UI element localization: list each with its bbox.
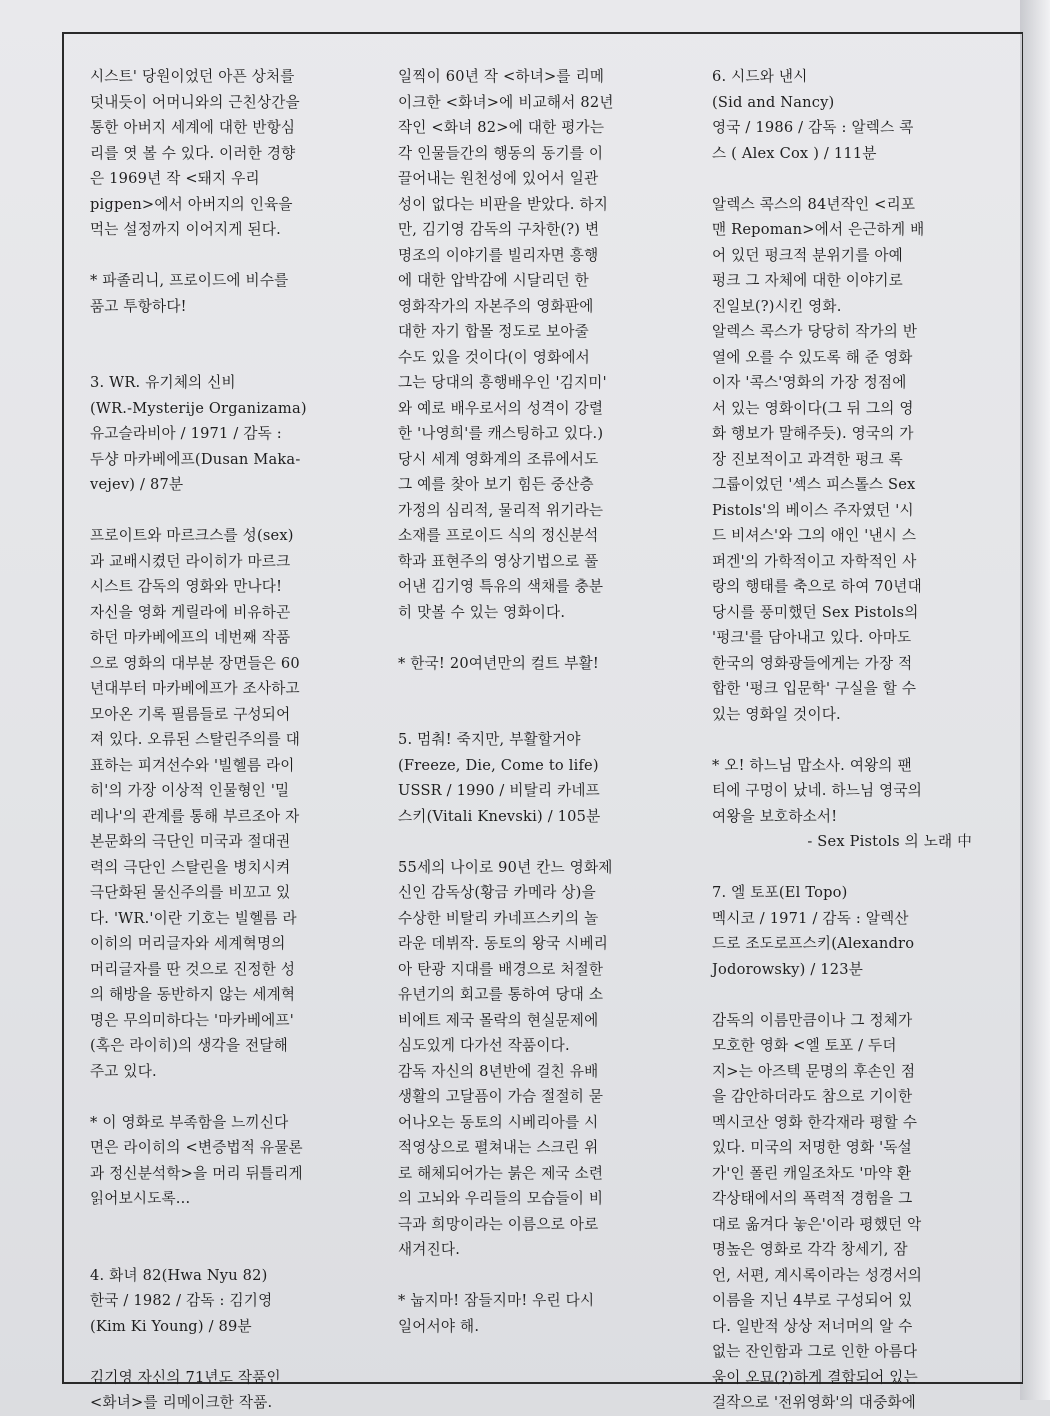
paragraph-gap [90,1212,350,1238]
text-line: 가정의 심리적, 물리적 위기라는 [398,501,604,519]
text-line: 명조의 이야기를 빌리자면 흥행 [398,246,599,264]
paragraph-gap [398,1263,654,1289]
paragraph-gap [712,166,972,192]
text-line: (Kim Ki Young) / 89분 [90,1317,252,1335]
text-line: 영화작가의 자본주의 영화판에 [398,297,594,315]
text-line: 열에 오를 수 있도록 해 준 영화 [712,348,913,366]
text-line: 감독 자신의 8년반에 걸친 유배 [398,1062,599,1080]
text-line: 비에트 제국 몰락의 현실문제에 [398,1011,599,1029]
text-line: 그룹이었던 '섹스 피스톨스 Sex [712,476,916,493]
text-line: 학과 표현주의 영상기법으로 풀 [398,552,599,570]
text-line: (Freeze, Die, Come to life) [398,756,599,774]
text-line: 소재를 프로이드 식의 정신분석 [398,527,599,544]
paragraph-gap [90,319,350,345]
text-line: 극과 희망이라는 이름으로 아로 [398,1215,599,1233]
text-line: 본문화의 극단인 미국과 절대권 [90,833,291,850]
text-line: 다. 일반적 상상 저너머의 알 수 [712,1317,913,1335]
paragraph-gap [712,727,972,753]
text-column-middle [398,64,654,1339]
text-line: 펑크 그 자체에 대한 이야기로 [712,272,903,289]
text-line: 머리글자를 딴 것으로 진정한 성 [90,960,296,978]
text-line: 져 있다. 오류된 스탈린주의를 대 [90,731,301,748]
text-line: * 오! 하느님 맙소사. 여왕의 팬 [712,756,912,774]
text-line: 과 정신분석학>을 머리 뒤틀리게 [90,1164,303,1182]
text-line: * 한국! 20여년만의 컬트 부활! [398,654,599,672]
text-line: 다. 'WR.'이란 기호는 빌헬름 라 [90,909,297,927]
text-line: 있다. 미국의 저명한 영화 '독설 [712,1139,912,1156]
text-line: 당시 세계 영화계의 조류에서도 [398,450,599,468]
text-line: 력의 극단인 스탈린을 병치시켜 [90,858,291,876]
text-line: 새겨진다. [398,1241,461,1258]
text-line: 5. 멈춰! 죽지만, 부활할거야 [398,731,581,748]
text-line: 만, 김기영 감독의 구차한(?) 변 [398,221,600,238]
text-line: 김기영 자신의 71년도 작품인 [90,1368,281,1386]
text-line: 움이 오묘(?)하게 결합되어 있는 [712,1368,918,1386]
text-line: <화녀>를 리메이크한 작품. [90,1394,273,1411]
text-line: 장 진보적이고 과격한 펑크 록 [712,450,903,468]
text-line: 있는 영화일 것이다. [712,705,841,723]
text-line: 여왕을 보호하소서! [712,807,838,825]
text-line: 걸작으로 '전위영화'의 대중화에 [712,1394,916,1411]
text-line: 진일보(?)시킨 영화. [712,297,842,315]
text-line: 과 교배시켰던 라이히가 마르크 [90,552,291,570]
text-line: 55세의 나이로 90년 칸느 영화제 [398,858,613,876]
paragraph-gap [90,1237,350,1263]
text-line: 그는 당대의 흥행배우인 '김지미' [398,374,607,391]
text-line: 품고 투항하다! [90,297,187,315]
text-line: 어 있던 펑크적 분위기를 아예 [712,246,903,264]
text-line: 시스트 감독의 영화와 만나다! [90,578,283,595]
text-line: 4. 화녀 82(Hwa Nyu 82) [90,1266,268,1284]
text-line: (WR.-Mysterije Organizama) [90,399,307,417]
text-line: 시스트' 당원이었던 아픈 상처를 [90,68,295,85]
text-line: 각 인물들간의 행동의 동기를 이 [398,144,604,162]
text-line: Pistols'의 베이스 주자였던 '시 [712,501,914,519]
paragraph-gap [90,345,350,371]
text-line: 어나오는 동토의 시베리아를 시 [398,1113,599,1131]
text-line: 아 탄광 지대를 배경으로 처절한 [398,960,604,978]
paragraph-gap [712,982,972,1008]
paragraph-gap [90,1339,350,1365]
text-line: 덧내듯이 어머니와의 근친상간을 [90,93,300,111]
text-line: pigpen>에서 아버지의 인육을 [90,195,293,213]
text-line: 각상태에서의 폭력적 경험을 그 [712,1190,913,1207]
text-line: 한 '나영희'를 캐스팅하고 있다.) [398,425,604,442]
text-line: 적영상으로 펼쳐내는 스크린 위 [398,1139,599,1156]
text-line: 당시를 풍미했던 Sex Pistols의 [712,603,919,621]
text-line: 그 예를 찾아 보기 힘든 중산층 [398,476,594,493]
text-line: (Sid and Nancy) [712,93,835,111]
text-line: 레나'의 관계를 통해 부르조아 자 [90,807,300,825]
text-line: 수도 있을 것이다(이 영화에서 [398,348,590,366]
text-line: 스 ( Alex Cox ) / 111분 [712,144,877,162]
text-line: (혹은 라이히)의 생각을 전달해 [90,1037,288,1054]
text-line: 드 비셔스'와 그의 애인 '낸시 스 [712,527,917,544]
text-column-right [712,64,972,1416]
text-line: 스키(Vitali Knevski) / 105분 [398,807,601,825]
text-line: 명은 무의미하다는 '마카베에프' [90,1011,294,1029]
text-line: 랑의 행태를 축으로 하여 70년대 [712,578,922,595]
text-line: 맨 Repoman>에서 은근하게 배 [712,221,925,238]
text-line: 이자 '콕스'영화의 가장 정점에 [712,374,907,391]
text-line: 퍼겐'의 가학적이고 자학적인 사 [712,552,917,570]
text-line: 화 행보가 말해주듯). 영국의 가 [712,425,914,442]
text-line: 한국 / 1982 / 감독 : 김기영 [90,1292,273,1309]
text-line: 으로 영화의 대부분 장면들은 60 [90,654,300,672]
text-line: 언, 서편, 계시록이라는 성경서의 [712,1266,923,1284]
text-line: 서 있는 영화이다(그 뒤 그의 영 [712,399,914,417]
text-line: 끌어내는 원천성에 있어서 일관 [398,170,599,187]
text-line: 년대부터 마카베에프가 조사하고 [90,680,300,697]
text-line: 대한 자기 합몰 정도로 보아줄 [398,323,589,340]
text-line: 을 감안하더라도 참으로 기이한 [712,1088,913,1105]
text-line: 작인 <화녀 82>에 대한 평가는 [398,119,605,136]
text-line: 한국의 영화광들에게는 가장 적 [712,654,913,672]
text-line: 모아온 기록 필름들로 구성되어 [90,705,291,723]
text-line: 라운 데뷔작. 동토의 왕국 시베리 [398,935,609,952]
text-line: 성이 없다는 비판을 받았다. 하지 [398,195,609,213]
text-line: 7. 엘 토포(El Topo) [712,884,848,901]
text-line: 지>는 아즈텍 문명의 후손인 점 [712,1062,916,1080]
paragraph-gap [90,498,350,524]
paragraph-gap [398,702,654,728]
text-line: 없는 잔인함과 그로 인한 아름다 [712,1343,918,1360]
text-line: 유고슬라비아 / 1971 / 감독 : [90,425,282,442]
text-line: 면은 라이히의 <변증법적 유물론 [90,1139,303,1156]
text-line: 와 예로 배우로서의 성격이 강렬 [398,399,604,417]
text-line: 에 대한 압박감에 시달리던 한 [398,272,589,289]
text-line: 두샹 마카베에프(Dusan Maka- [90,450,301,468]
text-line: 어낸 김기영 특유의 색채를 충분 [398,578,604,595]
text-line: * 파졸리니, 프로이드에 비수를 [90,272,289,289]
text-line: 6. 시드와 낸시 [712,68,808,85]
text-line: 수상한 비탈리 카네프스키의 놀 [398,909,599,927]
text-line: 멕시코산 영화 한각재라 평할 수 [712,1113,918,1131]
text-line: 멕시코 / 1971 / 감독 : 알렉산 [712,909,909,927]
text-line: 명높은 영화로 각각 창세기, 잠 [712,1241,908,1258]
text-line: 극단화된 물신주의를 비꼬고 있 [90,884,291,901]
paragraph-gap [398,676,654,702]
text-line: USSR / 1990 / 비탈리 카네프 [398,782,600,799]
text-line: 은 1969년 작 <돼지 우리 [90,170,260,187]
text-line: 신인 감독상(황금 카메라 상)을 [398,884,596,901]
text-line: 프로이트와 마르크스를 성(sex) [90,527,294,544]
text-line: 일어서야 해. [398,1317,480,1335]
text-line: 표하는 피겨선수와 '빌헬름 라이 [90,756,295,774]
text-line: 감독의 이름만큼이나 그 정체가 [712,1011,913,1029]
text-line: 영국 / 1986 / 감독 : 알렉스 콕 [712,119,914,136]
text-line: 합한 '펑크 입문학' 구실을 할 수 [712,680,917,697]
text-line: 읽어보시도록... [90,1190,191,1207]
text-line: * 눕지마! 잠들지마! 우린 다시 [398,1292,595,1309]
paragraph-gap [398,625,654,651]
text-line: 주고 있다. [90,1062,157,1080]
text-line: 자신을 영화 게릴라에 비유하곤 [90,603,291,621]
text-line: 이름을 지닌 4부로 구성되어 있 [712,1292,913,1309]
paragraph-gap [712,855,972,881]
text-line: 알렉스 콕스가 당당히 작가의 반 [712,323,918,340]
text-line: 알렉스 콕스의 84년작인 <리포 [712,195,916,213]
text-line: vejev) / 87분 [90,476,184,493]
text-line: 대로 옮겨다 놓은'이라 평했던 악 [712,1215,922,1233]
paragraph-gap [90,1084,350,1110]
text-line: 드로 조도로프스키(Alexandro [712,935,915,952]
text-line: 통한 아버지 세계에 대한 반항심 [90,119,296,136]
text-line: 가'인 폴린 캐일조차도 '마약 환 [712,1164,912,1182]
text-line: 이크한 <화녀>에 비교해서 82년 [398,93,614,111]
text-line: 모호한 영화 <엘 토포 / 두더 [712,1037,897,1054]
text-line: 하던 마카베에프의 네번째 작품 [90,629,291,646]
text-line: 의 해방을 동반하지 않는 세계혁 [90,986,296,1003]
text-line: - Sex Pistols 의 노래 中 [807,833,972,850]
text-line: 일찍이 60년 작 <하녀>를 리메 [398,68,605,85]
text-line: 먹는 설정까지 이어지게 된다. [90,221,281,238]
text-line: '펑크'를 담아내고 있다. 아마도 [712,629,912,646]
paragraph-gap [90,243,350,269]
text-line: 생활의 고달픔이 가슴 절절히 묻 [398,1088,604,1105]
text-line: 히'의 가장 이상적 인물형인 '밀 [90,782,290,799]
text-line: 로 해체되어가는 붉은 제국 소련 [398,1164,604,1182]
text-line: 유년기의 회고를 통하여 당대 소 [398,986,604,1003]
text-line: 이히의 머리글자와 세계혁명의 [90,935,286,952]
text-line: 히 맛볼 수 있는 영화이다. [398,603,566,621]
text-line: 3. WR. 유기체의 신비 [90,374,236,391]
text-line: 티에 구멍이 났네. 하느님 영국의 [712,782,923,799]
text-line: Jodorowsky) / 123분 [712,960,864,978]
text-column-left [90,64,350,1416]
text-line: 의 고뇌와 우리들의 모습들이 비 [398,1190,604,1207]
text-line: 리를 엿 볼 수 있다. 이러한 경향 [90,144,296,162]
text-line: 심도있게 다가선 작품이다. [398,1037,570,1054]
text-line: * 이 영화로 부족함을 느끼신다 [90,1113,289,1131]
paragraph-gap [398,829,654,855]
